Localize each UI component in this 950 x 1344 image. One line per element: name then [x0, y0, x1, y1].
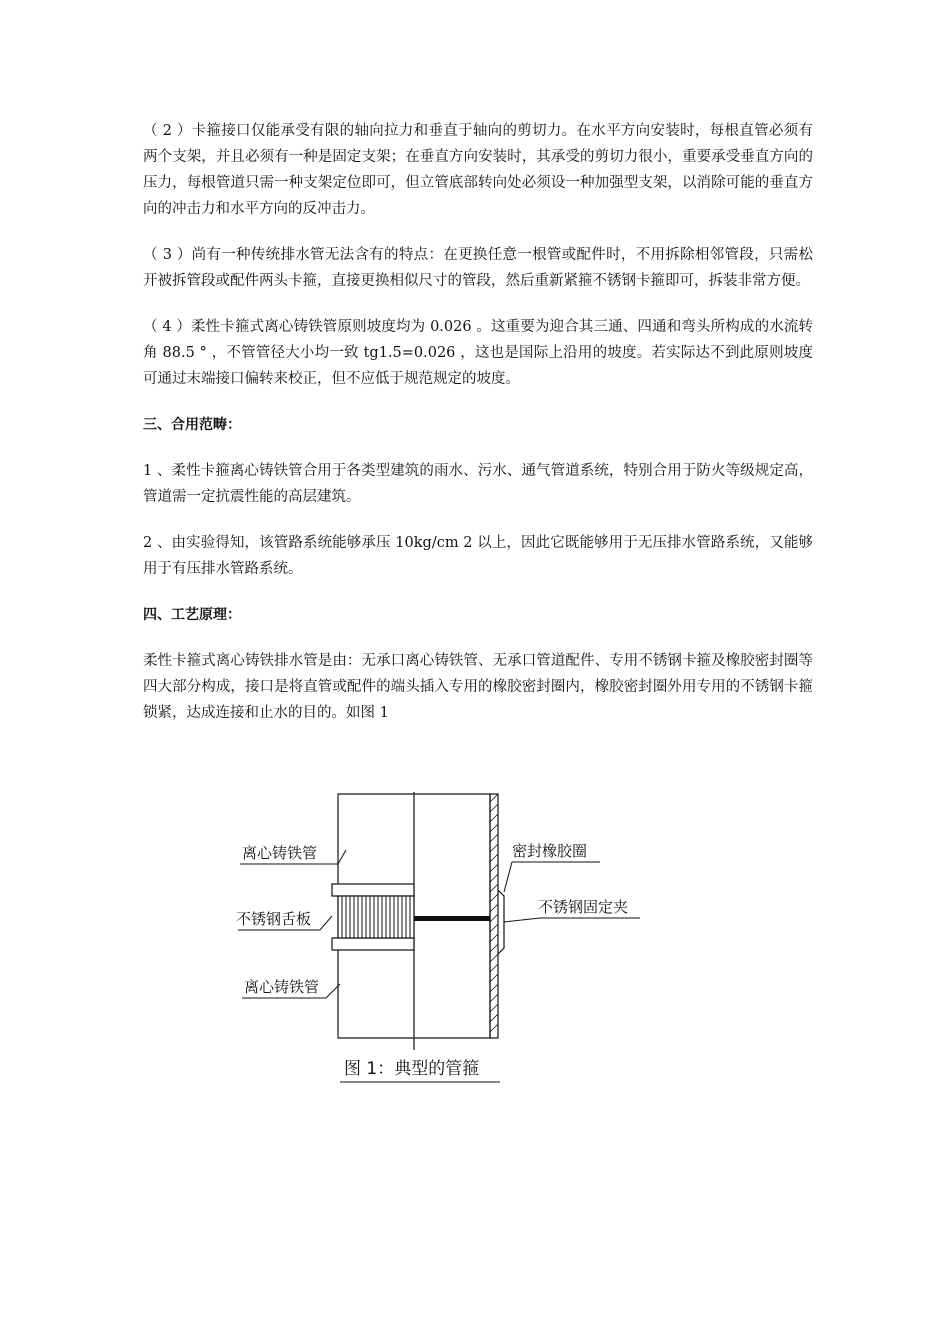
paragraph-item-3: （ 3 ）尚有一种传统排水管无法含有的特点：在更换任意一根管或配件时，不用拆除相邻管段，只需松开被拆管段或配件两头卡箍，直接更换相似尺寸的管段，然后重新紧箍不锈钢卡箍即可，拆装非常方便。	[143, 247, 813, 289]
scope-item-1: 1 、柔性卡箍离心铸铁管合用于各类型建筑的雨水、污水、通气管道系统，特别合用于防火等级规定高，管道需一定抗震性能的高层建筑。	[143, 463, 813, 505]
wall-bracket	[498, 890, 504, 954]
label-tongue-plate: 不锈钢舌板	[236, 910, 312, 928]
principle-paragraph: 柔性卡箍式离心铸铁排水管是由：无承口离心铸铁管、无承口管道配件、专用不锈钢卡箍及橡胶密封圈等四大部分构成，接口是将直管或配件的端头插入专用的橡胶密封圈内，橡胶密封圈外用专用的不锈钢卡箍锁紧，达成连接和止水的目的。如图 1	[143, 653, 813, 721]
scope-item-2: 2 、由实验得知，该管路系统能够承压 10kg/cm 2 以上，因此它既能够用于无压排水管路系统，又能够用于有压排水管路系统。	[143, 535, 813, 577]
fixing-bolt	[414, 916, 490, 921]
document-body	[143, 118, 813, 726]
label-pipe-bottom: 离心铸铁管	[244, 978, 320, 996]
clamp-band-top	[332, 884, 414, 896]
clamp-band-bottom	[332, 938, 414, 950]
pipe-clamp-diagram	[228, 792, 648, 1092]
section-heading-principle: 四、工艺原理：	[143, 607, 241, 623]
label-clamp: 不锈钢固定夹	[538, 898, 629, 916]
figure-caption: 图 1：典型的管箍	[344, 1059, 480, 1079]
paragraph-item-2: （ 2 ）卡箍接口仅能承受有限的轴向拉力和垂直于轴向的剪切力。在水平方向安装时，每根直管必须有两个支架，并且必须有一种是固定支架；在垂直方向安装时，其承受的剪切力很小，重要承受垂直方向的压力，每根管道只需一种支架定位即可，但立管底部转向处必须设一种加强型支架，以消除可能的垂直方向的冲击力和水平方向的反冲击力。	[143, 123, 813, 217]
section-heading-scope: 三、合用范畴：	[143, 417, 241, 433]
label-pipe-top: 离心铸铁管	[242, 844, 318, 862]
wall-hatching	[490, 794, 498, 1032]
paragraph-item-4: （ 4 ）柔性卡箍式离心铸铁管原则坡度均为 0.026 。这重要为迎合其三通、四通和弯头所构成的水流转角 88.5 ° ，不管管径大小均一致 tg1.5=0.026 ，这也是国际上沿用的坡度。若实际达不到此原则坡度可通过末端接口偏转来校正，但不应低于规范规定的坡度。	[143, 319, 813, 387]
leader-clamp	[504, 918, 640, 922]
label-seal-ring: 密封橡胶圈	[512, 842, 588, 860]
stainless-tongue-plate	[338, 896, 414, 938]
leader-seal	[504, 862, 600, 892]
pipe-clamp-figure	[228, 792, 648, 1092]
